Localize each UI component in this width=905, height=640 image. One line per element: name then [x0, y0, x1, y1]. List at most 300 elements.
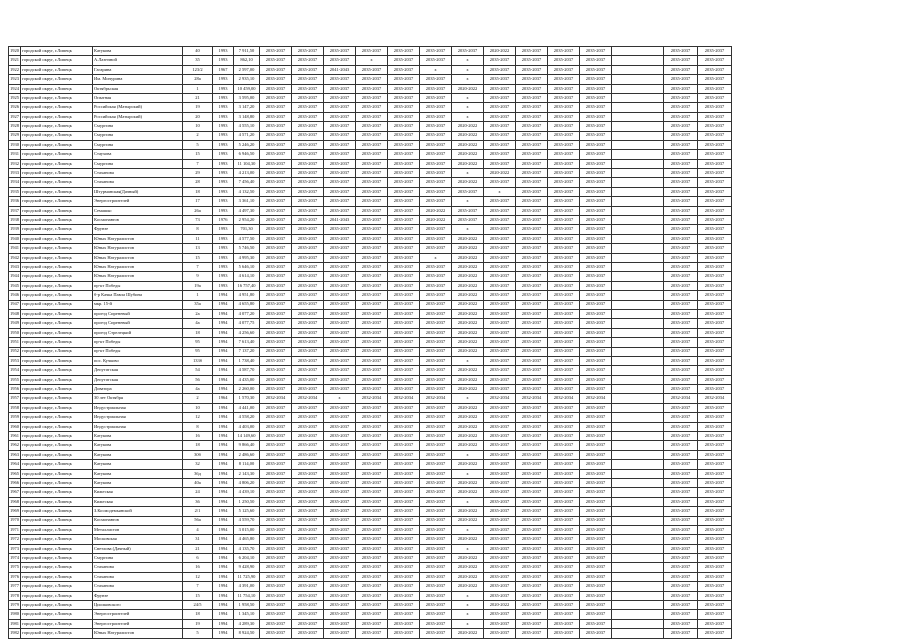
table-row [9, 507, 732, 516]
work-period-cell: 2035-2037 [664, 140, 698, 149]
work-period-cell: 2035-2037 [516, 225, 548, 234]
row-number-cell: 1975 [9, 563, 21, 572]
work-period-cell: 2035-2037 [292, 122, 324, 131]
row-number-cell: 1921 [9, 56, 21, 65]
locality-cell: городской округ, г.Липецк [21, 103, 93, 112]
area-cell: 1 250,50 [234, 497, 260, 506]
work-period-cell: 2035-2037 [292, 216, 324, 225]
table-row [9, 150, 732, 159]
work-period-cell [612, 65, 664, 74]
work-period-cell: 2035-2037 [324, 356, 356, 365]
work-period-cell: 2035-2037 [388, 150, 420, 159]
work-period-cell: 2035-2037 [388, 84, 420, 93]
row-number-cell: 1977 [9, 582, 21, 591]
work-period-cell: 2035-2037 [324, 122, 356, 131]
work-period-cell: 2035-2037 [260, 93, 292, 102]
work-period-cell: 2035-2037 [548, 150, 580, 159]
row-number-cell: 1928 [9, 122, 21, 131]
work-period-cell: 2035-2037 [356, 234, 388, 243]
area-cell: 7 613,40 [234, 338, 260, 347]
work-period-cell: 2035-2037 [420, 291, 452, 300]
work-period-cell: 2035-2037 [420, 432, 452, 441]
locality-cell: городской округ, г.Липецк [21, 122, 93, 131]
work-period-cell: 2035-2037 [388, 366, 420, 375]
work-period-cell: 2035-2037 [420, 281, 452, 290]
house-number-cell: 10 [183, 403, 213, 412]
work-period-cell: 2035-2037 [548, 56, 580, 65]
work-period-cell: 2035-2037 [698, 432, 732, 441]
build-year-cell: 1993 [213, 262, 234, 271]
work-period-cell: 2035-2037 [420, 610, 452, 619]
work-period-cell: 2035-2037 [698, 169, 732, 178]
work-period-cell: 2035-2037 [580, 591, 612, 600]
work-period-cell: 2035-2037 [324, 140, 356, 149]
work-period-cell: 2035-2037 [484, 84, 516, 93]
work-period-cell: 2035-2037 [580, 197, 612, 206]
work-period-cell: 2035-2037 [580, 159, 612, 168]
work-period-cell: 2020-2022 [452, 131, 484, 140]
work-period-cell: 2035-2037 [388, 488, 420, 497]
street-cell: пр-кт Победы [93, 281, 183, 290]
street-cell: Российская (Матырский) [93, 112, 183, 121]
work-period-cell: 2035-2037 [292, 84, 324, 93]
house-number-cell: 2а [183, 309, 213, 318]
work-period-cell: 2035-2037 [420, 159, 452, 168]
street-cell: Им. Мичурина [93, 75, 183, 84]
work-period-cell: 2035-2037 [260, 300, 292, 309]
work-period-cell: 2035-2037 [356, 535, 388, 544]
area-cell: 4 465,80 [234, 535, 260, 544]
build-year-cell: 1993 [213, 47, 234, 56]
row-number-cell: 1931 [9, 150, 21, 159]
work-period-cell: 2035-2037 [388, 450, 420, 459]
work-period-cell: 2035-2037 [260, 375, 292, 384]
work-period-cell: 2035-2037 [260, 403, 292, 412]
work-period-cell: 2035-2037 [548, 187, 580, 196]
work-period-cell: 2035-2037 [548, 197, 580, 206]
work-period-cell: 2035-2037 [324, 591, 356, 600]
house-number-cell: 123/2 [183, 65, 213, 74]
table-row [9, 47, 732, 56]
locality-cell: городской округ, г.Липецк [21, 75, 93, 84]
locality-cell: городской округ, г.Липецк [21, 178, 93, 187]
work-period-cell [612, 112, 664, 121]
work-period-cell: 2035-2037 [388, 610, 420, 619]
work-period-cell: 2035-2037 [548, 629, 580, 638]
table-row [9, 356, 732, 365]
work-period-cell: 2035-2037 [356, 206, 388, 215]
house-number-cell: 20 [183, 112, 213, 121]
table-row [9, 206, 732, 215]
work-period-cell: 2035-2037 [580, 244, 612, 253]
area-cell: 4 077,20 [234, 309, 260, 318]
work-period-cell: 2035-2037 [698, 253, 732, 262]
work-period-cell: 2035-2037 [356, 93, 388, 102]
area-cell: 6 946,50 [234, 150, 260, 159]
work-period-cell: 2032-2034 [580, 394, 612, 403]
work-period-cell: 2020-2022 [420, 216, 452, 225]
table-row [9, 394, 732, 403]
street-cell: проезд Стрелецкий [93, 328, 183, 337]
work-period-cell: 2035-2037 [324, 93, 356, 102]
work-period-cell: 2035-2037 [324, 619, 356, 628]
work-period-cell: 2035-2037 [484, 413, 516, 422]
house-number-cell: 16 [183, 432, 213, 441]
build-year-cell: 1993 [213, 281, 234, 290]
work-period-cell: 2035-2037 [580, 131, 612, 140]
work-period-cell: х [452, 394, 484, 403]
build-year-cell: 1994 [213, 478, 234, 487]
work-period-cell: 2035-2037 [484, 441, 516, 450]
work-period-cell: 2035-2037 [698, 244, 732, 253]
street-cell: Катукова [93, 450, 183, 459]
table-row [9, 262, 732, 271]
work-period-cell: 2035-2037 [260, 432, 292, 441]
area-cell: 1 345,10 [234, 610, 260, 619]
work-period-cell: 2035-2037 [356, 422, 388, 431]
work-period-cell: 2035-2037 [516, 75, 548, 84]
build-year-cell: 1994 [213, 629, 234, 638]
work-period-cell: 2035-2037 [516, 450, 548, 459]
row-number-cell: 1939 [9, 225, 21, 234]
work-period-cell: 2035-2037 [664, 150, 698, 159]
work-period-cell: 2035-2037 [664, 281, 698, 290]
work-period-cell: 2035-2037 [698, 629, 732, 638]
area-cell: 5 646,10 [234, 262, 260, 271]
build-year-cell: 1994 [213, 525, 234, 534]
work-period-cell: 2035-2037 [388, 93, 420, 102]
work-period-cell: 2035-2037 [484, 272, 516, 281]
locality-cell: городской округ, г.Липецк [21, 244, 93, 253]
work-period-cell: 2035-2037 [420, 112, 452, 121]
work-period-cell: 2035-2037 [388, 300, 420, 309]
work-period-cell: 2035-2037 [516, 131, 548, 140]
work-period-cell: 2032-2034 [292, 394, 324, 403]
work-period-cell: 2035-2037 [484, 375, 516, 384]
work-period-cell: 2035-2037 [698, 544, 732, 553]
row-number-cell: 1951 [9, 338, 21, 347]
work-period-cell: 2035-2037 [292, 488, 324, 497]
work-period-cell: 2035-2037 [516, 375, 548, 384]
work-period-cell: 2035-2037 [292, 225, 324, 234]
locality-cell: городской округ, г.Липецк [21, 450, 93, 459]
work-period-cell: 2035-2037 [516, 300, 548, 309]
work-period-cell: 2035-2037 [516, 356, 548, 365]
work-period-cell: 2035-2037 [388, 281, 420, 290]
work-period-cell [612, 347, 664, 356]
work-period-cell: 2035-2037 [548, 206, 580, 215]
row-number-cell: 1962 [9, 441, 21, 450]
work-period-cell: 2035-2037 [580, 234, 612, 243]
work-period-cell: 2035-2037 [516, 403, 548, 412]
locality-cell: городской округ, г.Липецк [21, 187, 93, 196]
work-period-cell: 2035-2037 [664, 356, 698, 365]
work-period-cell: 2035-2037 [698, 262, 732, 271]
work-period-cell: 2035-2037 [580, 375, 612, 384]
work-period-cell: 2020-2022 [484, 47, 516, 56]
work-period-cell: 2035-2037 [580, 47, 612, 56]
work-period-cell: 2035-2037 [484, 93, 516, 102]
work-period-cell: 2020-2022 [452, 178, 484, 187]
locality-cell: городской округ, г.Липецк [21, 338, 93, 347]
area-cell: 3 595,00 [234, 93, 260, 102]
work-period-cell: 2035-2037 [420, 225, 452, 234]
work-period-cell: 2035-2037 [484, 197, 516, 206]
table-row [9, 385, 732, 394]
work-period-cell: 2035-2037 [324, 300, 356, 309]
area-cell: 4 213,00 [234, 169, 260, 178]
work-period-cell: 2035-2037 [664, 535, 698, 544]
work-period-cell: 2035-2037 [420, 582, 452, 591]
work-period-cell: 2035-2037 [664, 93, 698, 102]
work-period-cell: 2035-2037 [388, 432, 420, 441]
work-period-cell: 2032-2034 [484, 394, 516, 403]
work-period-cell: х [452, 610, 484, 619]
work-period-cell: 2020-2022 [452, 572, 484, 581]
work-period-cell: 2035-2037 [698, 385, 732, 394]
work-period-cell: 2035-2037 [324, 375, 356, 384]
table-body [9, 47, 732, 639]
work-period-cell: 2035-2037 [356, 366, 388, 375]
work-period-cell: 2035-2037 [420, 413, 452, 422]
work-period-cell: 2035-2037 [260, 497, 292, 506]
build-year-cell: 1993 [213, 122, 234, 131]
work-period-cell: 2035-2037 [548, 291, 580, 300]
work-period-cell: 2035-2037 [664, 338, 698, 347]
work-period-cell: 2035-2037 [292, 47, 324, 56]
work-period-cell: 2035-2037 [664, 65, 698, 74]
work-period-cell: 2035-2037 [292, 319, 324, 328]
table-row [9, 244, 732, 253]
table-row [9, 441, 732, 450]
work-period-cell: 2020-2022 [452, 629, 484, 638]
work-period-cell: 2035-2037 [548, 262, 580, 271]
row-number-cell: 1922 [9, 65, 21, 74]
street-cell: Индустриальная [93, 413, 183, 422]
work-period-cell: 2035-2037 [388, 75, 420, 84]
work-period-cell: 2035-2037 [698, 281, 732, 290]
build-year-cell: 1994 [213, 432, 234, 441]
street-cell: Московская [93, 535, 183, 544]
house-number-cell: 2 [183, 394, 213, 403]
locality-cell: городской округ, г.Липецк [21, 206, 93, 215]
work-period-cell: 2035-2037 [580, 516, 612, 525]
work-period-cell: 2035-2037 [548, 460, 580, 469]
work-period-cell: 2035-2037 [260, 356, 292, 365]
street-cell: Стаханова [93, 178, 183, 187]
work-period-cell: 2035-2037 [516, 535, 548, 544]
house-number-cell: 12 [183, 413, 213, 422]
work-period-cell: 2035-2037 [580, 281, 612, 290]
house-number-cell: 4 [183, 525, 213, 534]
locality-cell: городской округ, г.Липецк [21, 413, 93, 422]
locality-cell: городской округ, г.Липецк [21, 56, 93, 65]
work-period-cell: 2035-2037 [292, 591, 324, 600]
build-year-cell: 1994 [213, 460, 234, 469]
locality-cell: городской округ, г.Липецк [21, 572, 93, 581]
work-period-cell: 2035-2037 [664, 413, 698, 422]
work-period-cell: 2035-2037 [260, 525, 292, 534]
work-period-cell: 2035-2037 [664, 469, 698, 478]
work-period-cell: 2020-2022 [484, 601, 516, 610]
house-number-cell: 30б [183, 450, 213, 459]
row-number-cell: 1955 [9, 375, 21, 384]
work-period-cell: 2035-2037 [548, 563, 580, 572]
house-number-cell: 7 [183, 582, 213, 591]
locality-cell: городской округ, г.Липецк [21, 488, 93, 497]
street-cell: Гагарина [93, 65, 183, 74]
work-period-cell: 2035-2037 [420, 441, 452, 450]
street-cell: Юных Натуралистов [93, 244, 183, 253]
work-period-cell: 2035-2037 [484, 544, 516, 553]
work-period-cell: 2035-2037 [292, 281, 324, 290]
work-period-cell: 2035-2037 [580, 56, 612, 65]
build-year-cell: 1994 [213, 300, 234, 309]
work-period-cell: 2035-2037 [548, 75, 580, 84]
work-period-cell: 2020-2022 [452, 244, 484, 253]
work-period-cell [612, 253, 664, 262]
work-period-cell: 2035-2037 [356, 216, 388, 225]
work-period-cell: 2035-2037 [388, 619, 420, 628]
street-cell: Индустриальная [93, 403, 183, 412]
area-cell: 14 149,60 [234, 432, 260, 441]
table-row [9, 535, 732, 544]
work-period-cell: х [452, 601, 484, 610]
work-period-cell: 2035-2037 [292, 403, 324, 412]
work-period-cell: 2032-2034 [260, 394, 292, 403]
work-period-cell: 2035-2037 [516, 253, 548, 262]
row-number-cell: 1947 [9, 300, 21, 309]
locality-cell: городской округ, г.Липецк [21, 563, 93, 572]
work-period-cell: 2035-2037 [698, 338, 732, 347]
table-row [9, 281, 732, 290]
work-period-cell: 2035-2037 [292, 197, 324, 206]
locality-cell: городской округ, г.Липецк [21, 525, 93, 534]
work-period-cell: 2035-2037 [292, 554, 324, 563]
work-period-cell [612, 244, 664, 253]
row-number-cell: 1954 [9, 366, 21, 375]
work-period-cell: х [452, 450, 484, 459]
area-cell: 4 497,30 [234, 206, 260, 215]
area-cell: 4 806,20 [234, 478, 260, 487]
work-period-cell: 2035-2037 [324, 478, 356, 487]
work-period-cell: 2035-2037 [484, 507, 516, 516]
work-period-cell: 2035-2037 [580, 75, 612, 84]
work-period-cell: 2020-2022 [452, 516, 484, 525]
work-period-cell: 2035-2037 [260, 563, 292, 572]
work-period-cell [612, 216, 664, 225]
house-number-cell: 28 [183, 178, 213, 187]
table-row [9, 272, 732, 281]
work-period-cell: 2035-2037 [324, 563, 356, 572]
work-period-cell: 2035-2037 [356, 65, 388, 74]
work-period-cell [612, 516, 664, 525]
work-period-cell: 2035-2037 [484, 300, 516, 309]
work-period-cell [612, 610, 664, 619]
street-cell: Индустриальная [93, 422, 183, 431]
work-period-cell: 2035-2037 [324, 187, 356, 196]
street-cell: Кижеская [93, 497, 183, 506]
work-period-cell: 2035-2037 [292, 516, 324, 525]
work-period-cell: 2035-2037 [388, 385, 420, 394]
work-period-cell: 2035-2037 [548, 610, 580, 619]
build-year-cell: 1993 [213, 150, 234, 159]
work-period-cell: 2035-2037 [388, 216, 420, 225]
street-cell: Юных Натуралистов [93, 253, 183, 262]
work-period-cell: 2035-2037 [580, 122, 612, 131]
work-period-cell: 2020-2022 [452, 582, 484, 591]
work-period-cell: 2035-2037 [548, 93, 580, 102]
work-period-cell: х [452, 497, 484, 506]
work-period-cell: 2035-2037 [388, 291, 420, 300]
work-period-cell: 2035-2037 [484, 140, 516, 149]
house-number-cell: 56 [183, 375, 213, 384]
work-period-cell: 2035-2037 [292, 169, 324, 178]
work-period-cell: 2035-2037 [388, 572, 420, 581]
work-period-cell: 2035-2037 [516, 441, 548, 450]
locality-cell: городской округ, г.Липецк [21, 356, 93, 365]
work-period-cell: 2020-2022 [452, 375, 484, 384]
work-period-cell: 2035-2037 [356, 525, 388, 534]
work-period-cell: 2020-2022 [452, 281, 484, 290]
locality-cell: городской округ, г.Липецк [21, 65, 93, 74]
locality-cell: городской округ, г.Липецк [21, 159, 93, 168]
work-period-cell: 2035-2037 [260, 516, 292, 525]
work-period-cell: 2035-2037 [548, 601, 580, 610]
work-period-cell: 2035-2037 [260, 328, 292, 337]
work-period-cell: 2035-2037 [292, 56, 324, 65]
area-cell: 4 555,10 [234, 122, 260, 131]
work-period-cell: 2035-2037 [356, 187, 388, 196]
area-cell: 5 125,60 [234, 507, 260, 516]
build-year-cell: 1994 [213, 291, 234, 300]
work-period-cell: 2035-2037 [292, 262, 324, 271]
work-period-cell: 2035-2037 [388, 272, 420, 281]
work-period-cell: 2035-2037 [260, 610, 292, 619]
work-period-cell: 2035-2037 [420, 554, 452, 563]
locality-cell: городской округ, г.Липецк [21, 112, 93, 121]
work-period-cell: 2035-2037 [664, 375, 698, 384]
work-period-cell: 2035-2037 [356, 591, 388, 600]
street-cell: Энергостроителей [93, 197, 183, 206]
work-period-cell: 2035-2037 [388, 309, 420, 318]
work-period-cell: 2035-2037 [484, 206, 516, 215]
table-row [9, 328, 732, 337]
row-number-cell: 1950 [9, 328, 21, 337]
locality-cell: городской округ, г.Липецк [21, 366, 93, 375]
work-period-cell: 2035-2037 [516, 591, 548, 600]
work-period-cell: 2035-2037 [548, 572, 580, 581]
area-cell: 3 015,00 [234, 525, 260, 534]
locality-cell: городской округ, г.Липецк [21, 441, 93, 450]
work-period-cell [612, 601, 664, 610]
build-year-cell: 1993 [213, 197, 234, 206]
work-period-cell: 2035-2037 [388, 544, 420, 553]
street-cell: Стаханова [93, 563, 183, 572]
work-period-cell: 2035-2037 [260, 56, 292, 65]
work-period-cell: 2035-2037 [548, 591, 580, 600]
street-cell: пос. Кучково [93, 356, 183, 365]
locality-cell: городской округ, г.Липецк [21, 47, 93, 56]
row-number-cell: 1948 [9, 309, 21, 318]
work-period-cell: 2032-2034 [356, 394, 388, 403]
locality-cell: городской округ, г.Липецк [21, 460, 93, 469]
table-row [9, 460, 732, 469]
work-period-cell: 2035-2037 [548, 403, 580, 412]
work-period-cell: 2035-2037 [548, 65, 580, 74]
work-period-cell: 2035-2037 [324, 159, 356, 168]
work-period-cell: 2035-2037 [664, 366, 698, 375]
